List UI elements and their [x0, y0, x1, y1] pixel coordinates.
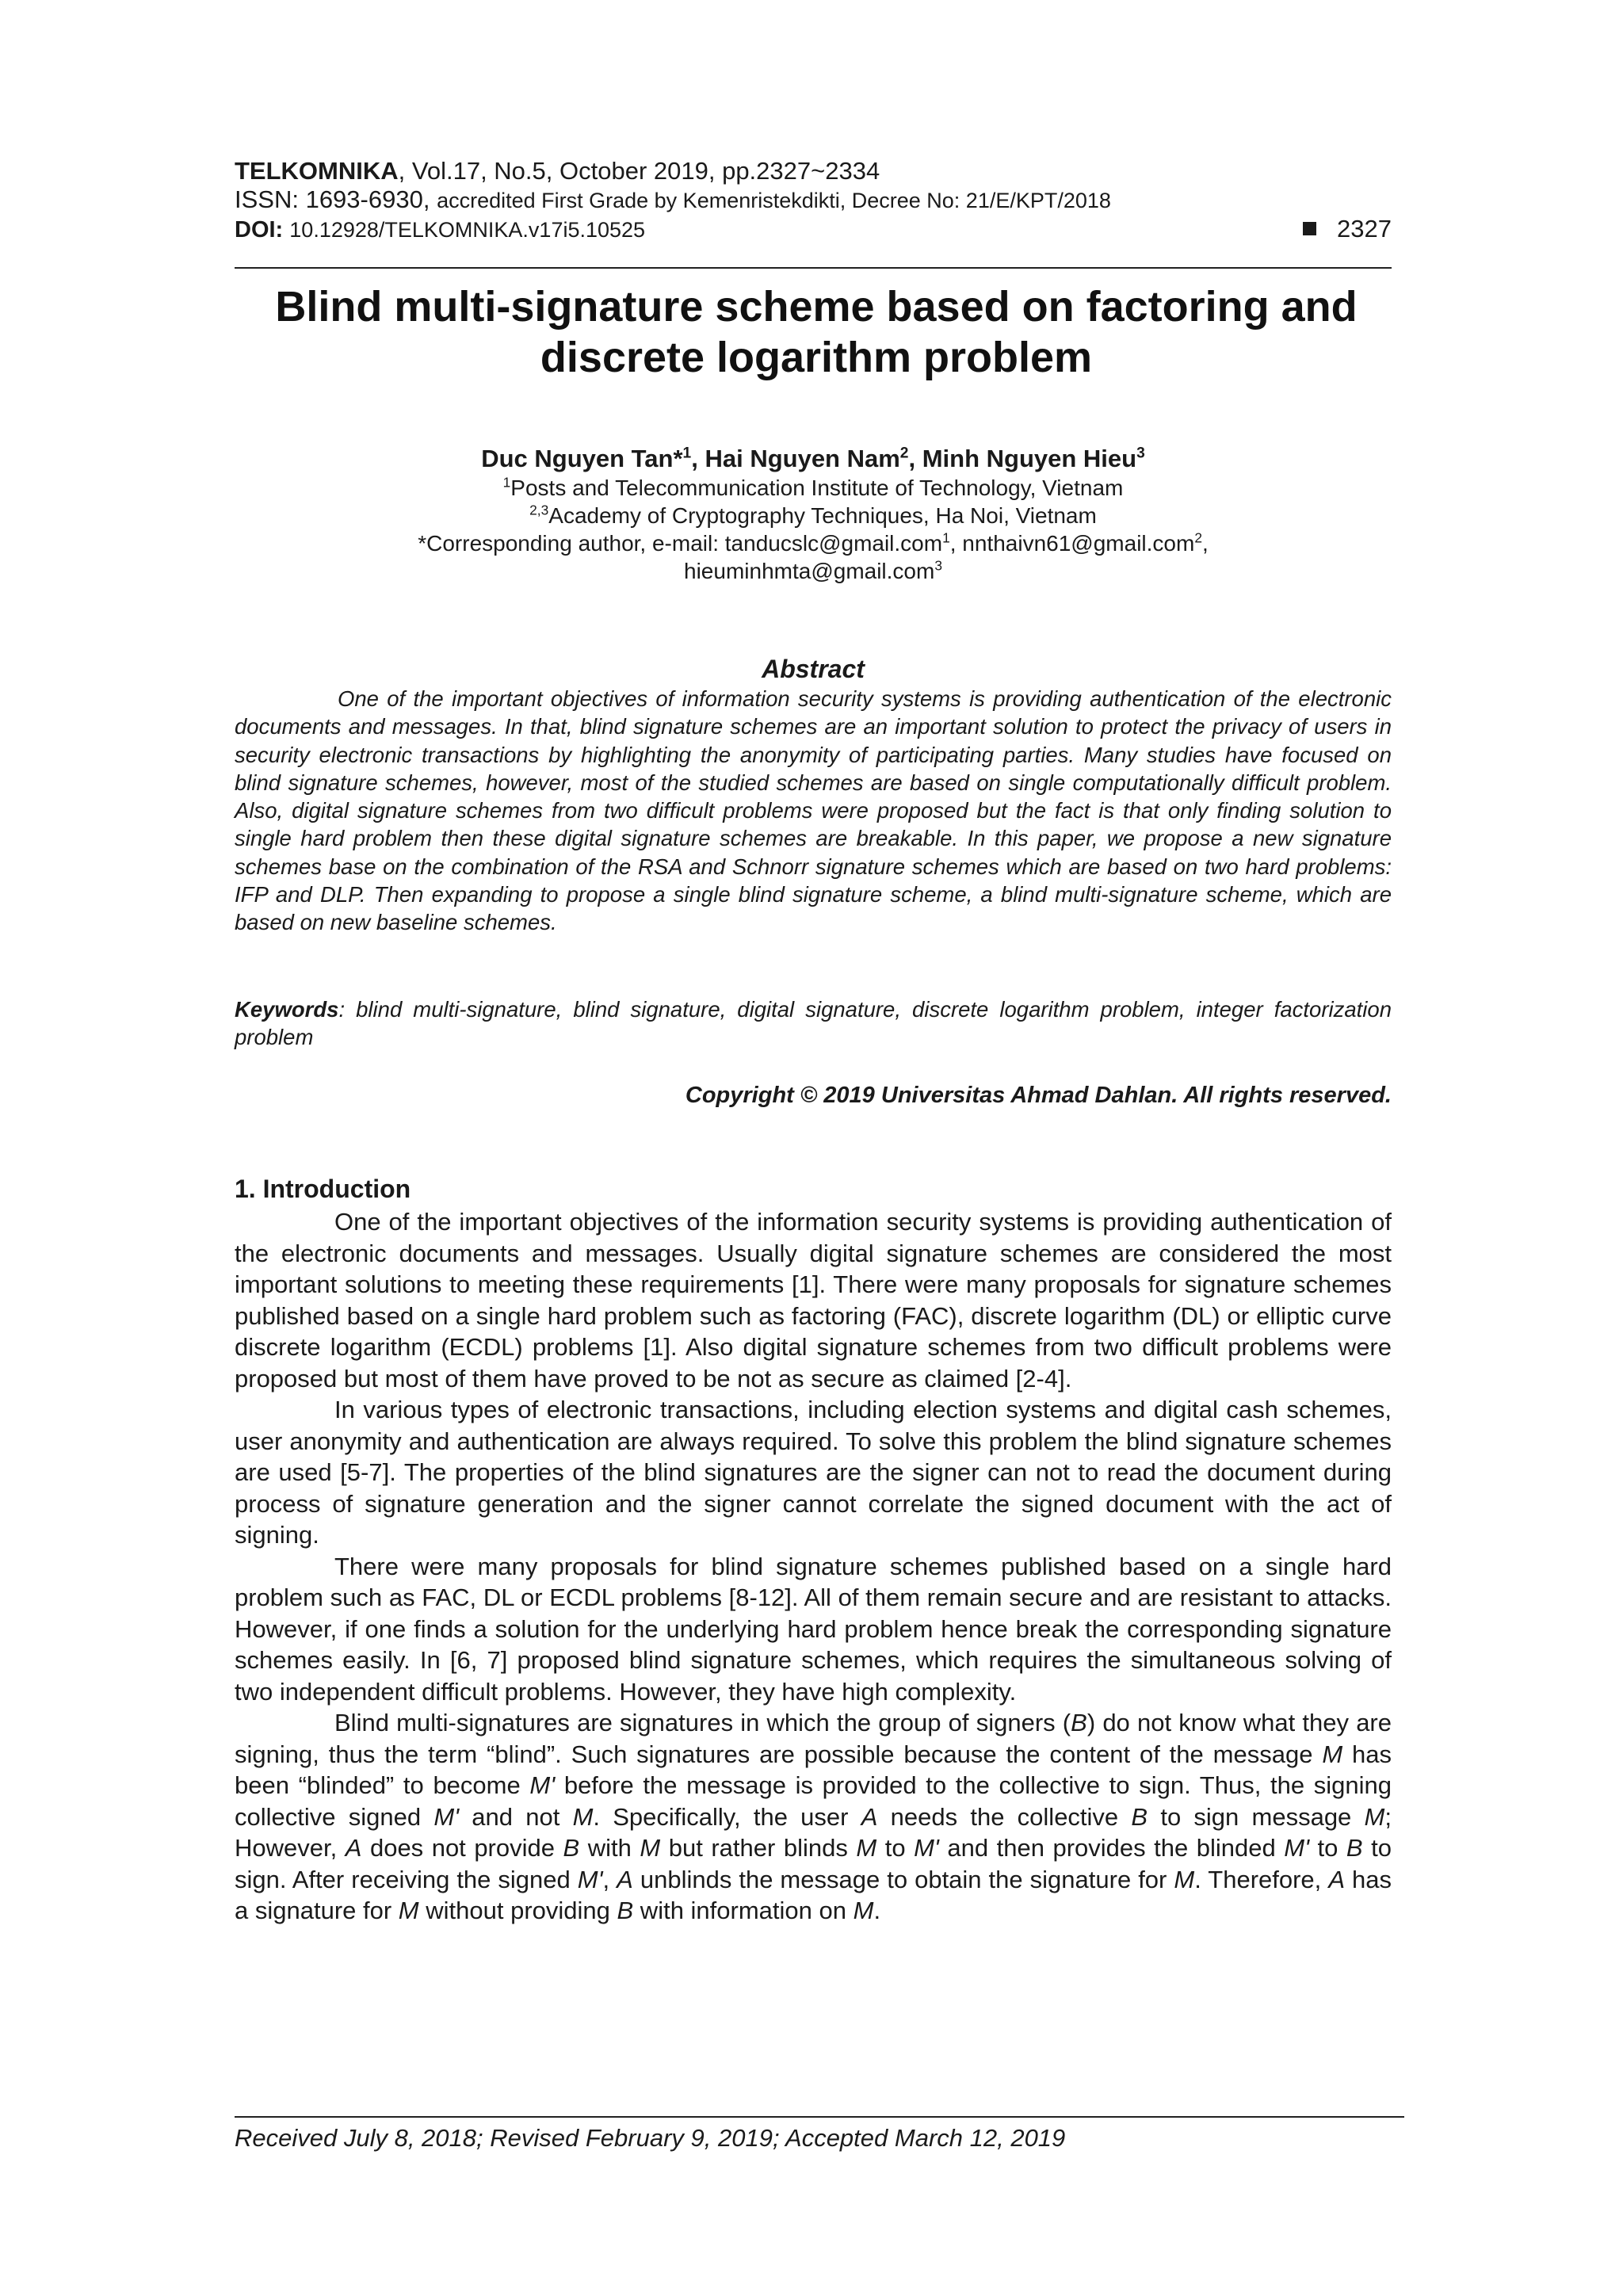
journal-header	[235, 157, 1392, 244]
intro-paragraph-4: Blind multi-signatures are signatures in which the group of signers (B) do not know what they are signing, thus the term “blind”. Such signatures are possible because the content of the message M has been “blinded” to become M' before the message is provided to the collective to sign. Thus, the signing collective signed M' and not M. Specifically, the user A needs the collective B to sign message M; However, A does not provide B with M but rather blinds M to M' and then provides the blinded M' to B to sign. After receiving the signed M', A unblinds the message to obtain the signature for M. Therefore, A has a signature for M without providing B with information on M.	[235, 1709, 1392, 1924]
issn-line: ISSN: 1693-6930, accredited First Grade by Kemenristekdikti, Decree No: 21/E/KPT/2018	[235, 185, 1111, 213]
page-number: 2327	[1303, 215, 1392, 243]
introduction-body	[235, 1206, 1392, 1927]
journal-citation: TELKOMNIKA, Vol.17, No.5, October 2019, pp.2327~2334	[235, 157, 880, 185]
submission-dates: Received July 8, 2018; Revised February 9, 2019; Accepted March 12, 2019	[235, 2124, 1066, 2152]
header-divider	[235, 267, 1392, 269]
author-block	[235, 444, 1392, 585]
copyright-notice: Copyright © 2019 Universitas Ahmad Dahlan. All rights reserved.	[685, 1083, 1392, 1108]
affiliation-2: $^{2,3}$Academy of Cryptography Techniques, Ha Noi, Vietnam	[529, 502, 1097, 528]
square-bullet-icon	[1303, 222, 1316, 235]
keywords: Keywords: blind multi-signature, blind signature, digital signature, discrete logarithm problem, integer factorization problem	[235, 997, 1392, 1050]
affiliation-1: $^1$Posts and Telecommunication Institute of Technology, Vietnam	[502, 474, 1124, 500]
paper-title: Blind multi-signature scheme based on factoring and discrete logarithm problem	[275, 283, 1358, 381]
corresponding-author: *Corresponding author, e-mail: tanducslc@gmail.com$^1$, nnthaivn61@gmail.com$^2$,	[418, 529, 1209, 556]
abstract-text: One of the important objectives of information security systems is providing authentication of the electronic documents and messages. In that, blind signature schemes are an important solution to protect the privacy of users in security electronic transactions by highlighting the anonymity of participating parties. Many studies have focused on blind signature schemes, however, most of the studied schemes are based on single computationally difficult problem. Also, digital signature schemes from two difficult problems were proposed but the fact is that only finding solution to single hard problem then these digital signature schemes are breakable. In this paper, we propose a new signature schemes base on the combination of the RSA and Schnorr signature schemes which are based on two hard problems: IFP and DLP. Then expanding to propose a single blind signature scheme, a blind multi-signature scheme, which are based on new baseline schemes.	[235, 686, 1392, 935]
doi-link[interactable]: 10.12928/TELKOMNIKA.v17i5.10525	[289, 218, 646, 242]
author-email-3: hieuminhmta@gmail.com$^3$	[684, 557, 942, 583]
footer-divider	[235, 2116, 1404, 2118]
journal-name: TELKOMNIKA	[235, 157, 399, 185]
intro-paragraph-1: One of the important objectives of the information security systems is providing authentication of the electronic documents and messages. Usually digital signature schemes are considered the most important solutions to meeting these requirements [1]. There were many proposals for signature schemes published based on a single hard problem such as factoring (FAC), discrete logarithm (DL) or elliptic curve discrete logarithm (ECDL) problems [1]. Also digital signature schemes from two difficult problems were proposed but most of them have proved to be not as secure as claimed [2-4].	[235, 1208, 1392, 1392]
intro-paragraph-2: In various types of electronic transactions, including election systems and digital cash schemes, user anonymity and authentication are always required. To solve this problem the blind signature schemes are used [5-7]. The properties of the blind signatures are the signer can not to read the document during process of signature generation and the signer cannot correlate the signed document with the act of signing.	[235, 1396, 1392, 1549]
abstract-heading: Abstract	[762, 655, 865, 683]
doi-line: DOI: 10.12928/TELKOMNIKA.v17i5.10525 2327	[235, 215, 1392, 243]
author-names: Duc Nguyen Tan*$^1$, Hai Nguyen Nam$^2$, Minh Nguyen Hieu$^3$	[481, 445, 1145, 472]
section-heading-introduction: 1. Introduction	[235, 1175, 411, 1203]
intro-paragraph-3: There were many proposals for blind signature schemes published based on a single hard problem such as FAC, DL or ECDL problems [8-12]. All of them remain secure and are resistant to attacks. However, if one finds a solution for the underlying hard problem hence break the corresponding signature schemes easily. In [6, 7] proposed blind signature schemes, which requires the simultaneous solving of two independent difficult problems. However, they have high complexity.	[235, 1552, 1392, 1706]
